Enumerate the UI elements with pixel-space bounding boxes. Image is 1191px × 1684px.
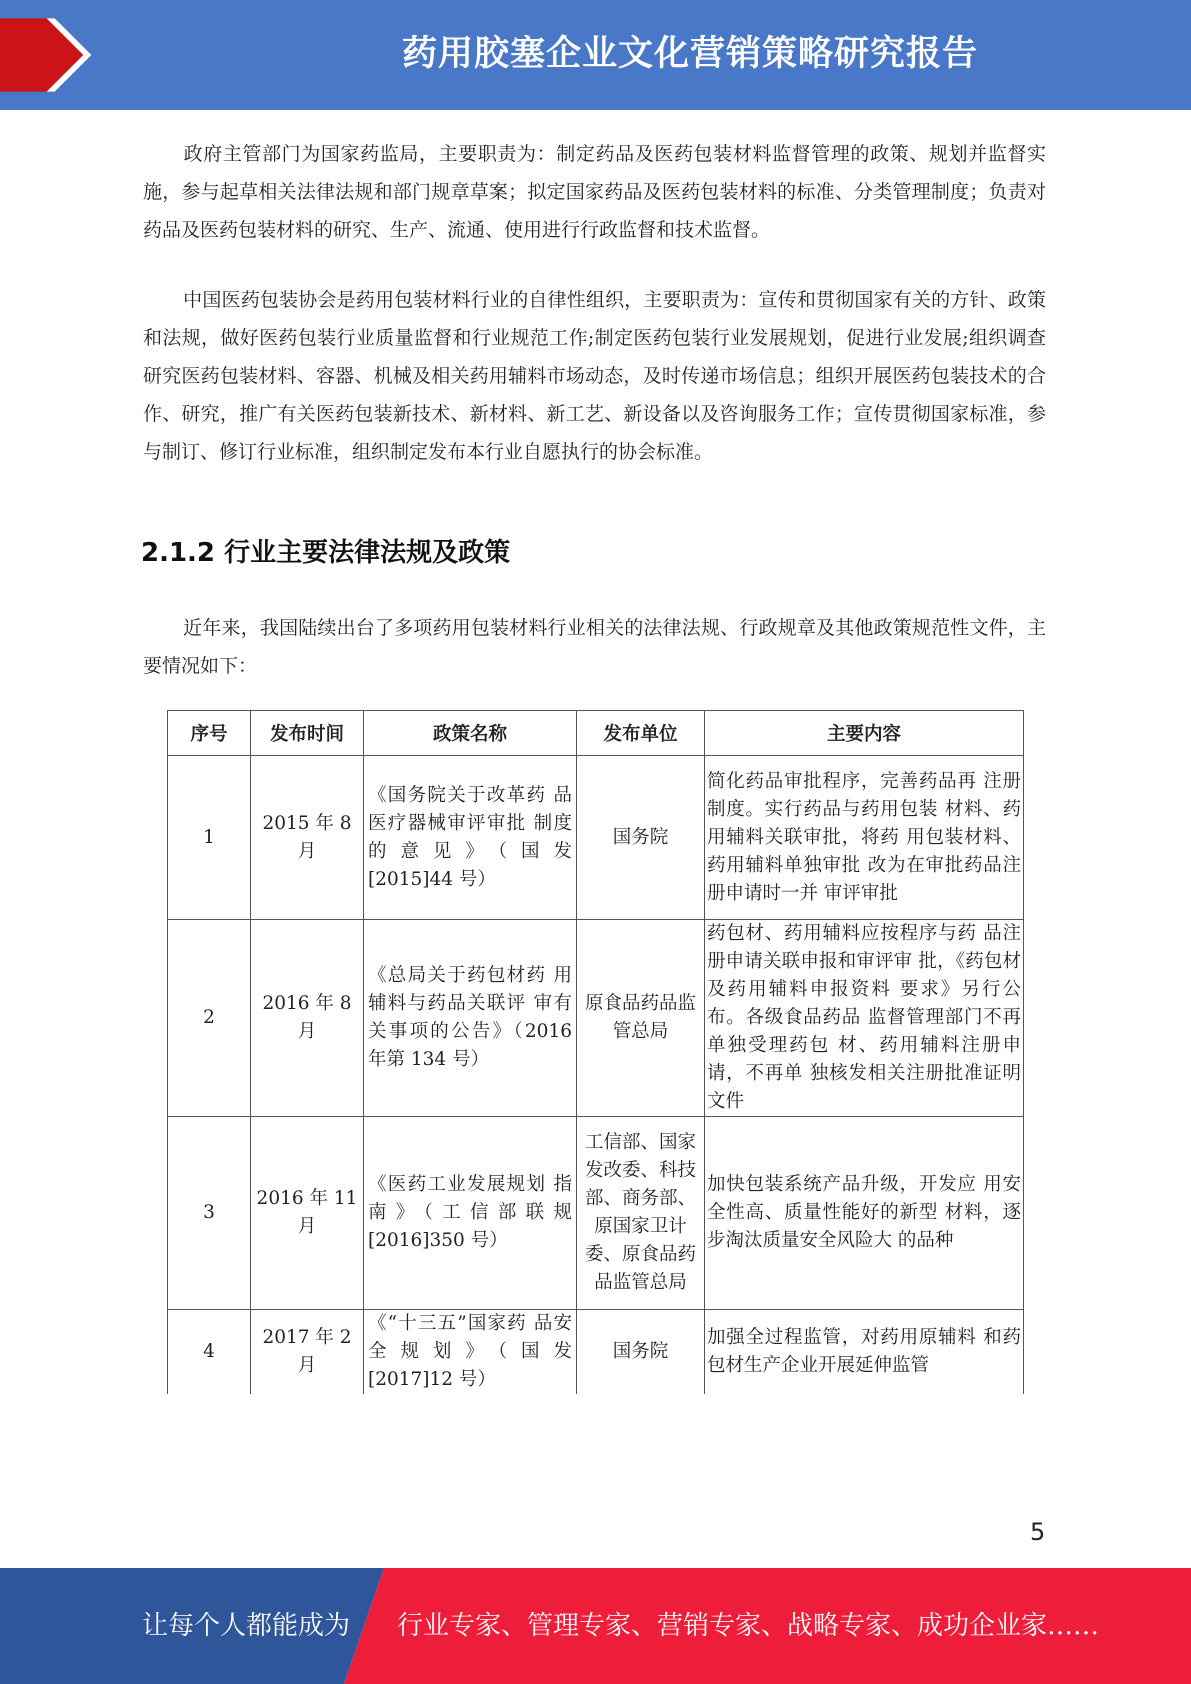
paragraph-3-text: 近年来，我国陆续出台了多项药用包装材料行业相关的法律法规、行政规章及其他政策规范性文件，主要情况如下： — [143, 617, 1046, 677]
paragraph-3 — [143, 609, 1046, 685]
table-row — [168, 1310, 1024, 1395]
footer-slogan-right: 行业专家、管理专家、营销专家、战略专家、成功企业家…… — [397, 1611, 1100, 1641]
row-date: 2015 年 8 月 — [262, 812, 352, 862]
report-title: 药用胶塞企业文化营销策略研究报告 — [401, 34, 978, 74]
row-date: 2017 年 2 月 — [262, 1327, 352, 1376]
row-issuer: 国务院 — [577, 756, 705, 920]
row-no: 1 — [168, 756, 251, 920]
row-content: 加强全过程监管，对药用原辅料 和药包材生产企业开展延伸监管 — [707, 1327, 1021, 1376]
header-policy-name: 政策名称 — [364, 711, 577, 756]
row-policy-name: 《总局关于药包材药 用辅料与药品关联评 审有关事项的公告》（2016 年第 134 号） — [368, 965, 572, 1070]
row-no: 3 — [168, 1117, 251, 1310]
row-content: 药包材、药用辅料应按程序与药 品注册申请关联申报和审评审 批，《药包材及药用辅料申报资料 要求》另行公布。各级食品药品 监督管理部门不再单独受理药包 材、药用辅料注册申请，不再单 独核发相关注册批准证明文件 — [707, 923, 1021, 1112]
row-date: 2016 年 8 月 — [262, 993, 352, 1042]
row-date: 2016 年 11 月 — [256, 1188, 358, 1237]
paragraph-2-text: 中国医药包装协会是药用包装材料行业的自律性组织，主要职责为：宣传和贯彻国家有关的方针、政策和法规，做好医药包装行业质量监督和行业规范工作;制定医药包装行业发展规划，促进行业发展;组织调查研究医药包装材料、容器、机械及相关药用辅料市场动态，及时传递市场信息；组织开展医药包装技术的合作、研究，推广有关医药包装新技术、新材料、新工艺、新设备以及咨询服务工作；宣传贯彻国家标准，参与制订、修订行业标准，组织制定发布本行业自愿执行的协会标准。 — [143, 289, 1046, 463]
page-header — [0, 0, 1191, 110]
row-policy-name: 《“十三五”国家药 品安全规划》（国发[2017]12 号） — [368, 1313, 572, 1390]
footer-slogan-left: 让每个人都能成为 — [142, 1611, 351, 1641]
table-row — [168, 1117, 1024, 1310]
row-no: 4 — [168, 1310, 251, 1395]
page-footer — [0, 1568, 1191, 1684]
header-issuer: 发布单位 — [577, 711, 705, 756]
row-issuer: 国务院 — [577, 1310, 705, 1395]
paragraph-1 — [143, 135, 1046, 249]
row-content: 简化药品审批程序，完善药品再 注册制度。实行药品与药用包装 材料、药用辅料关联审批，将药 用包装材料、药用辅料单独审批 改为在审批药品注册申请时一并 审评审批 — [707, 770, 1021, 904]
policy-table — [167, 710, 1024, 1394]
page-number: 5 — [1030, 1518, 1046, 1546]
row-content: 加快包装系统产品升级，开发应 用安全性高、质量性能好的新型 材料，逐步淘汰质量安全风险大 的品种 — [707, 1174, 1021, 1251]
row-no: 2 — [168, 920, 251, 1117]
paragraph-2 — [143, 281, 1046, 471]
table-header-row — [168, 711, 1024, 756]
row-issuer: 原食品药品监管总局 — [584, 993, 696, 1042]
table-row — [168, 756, 1024, 920]
row-policy-name: 《国务院关于改革药 品医疗器械审评审批 制度的意见》（国发[2015]44 号） — [368, 784, 572, 890]
row-policy-name: 《医药工业发展规划 指南》（工信部联规[2016]350 号） — [368, 1174, 572, 1251]
header-arrow-decoration — [0, 0, 100, 110]
row-issuer: 工信部、国家发改委、科技部、商务部、原国家卫计委、原食品药品监管总局 — [584, 1132, 696, 1293]
header-date: 发布时间 — [251, 711, 364, 756]
header-content: 主要内容 — [705, 711, 1024, 756]
table-row — [168, 920, 1024, 1117]
header-no: 序号 — [168, 711, 251, 756]
section-heading: 2.1.2 行业主要法律法规及政策 — [141, 538, 511, 568]
paragraph-1-text: 政府主管部门为国家药监局，主要职责为：制定药品及医药包装材料监督管理的政策、规划并监督实施，参与起草相关法律法规和部门规章草案；拟定国家药品及医药包装材料的标准、分类管理制度；负责对药品及医药包装材料的研究、生产、流通、使用进行行政监督和技术监督。 — [143, 143, 1046, 241]
